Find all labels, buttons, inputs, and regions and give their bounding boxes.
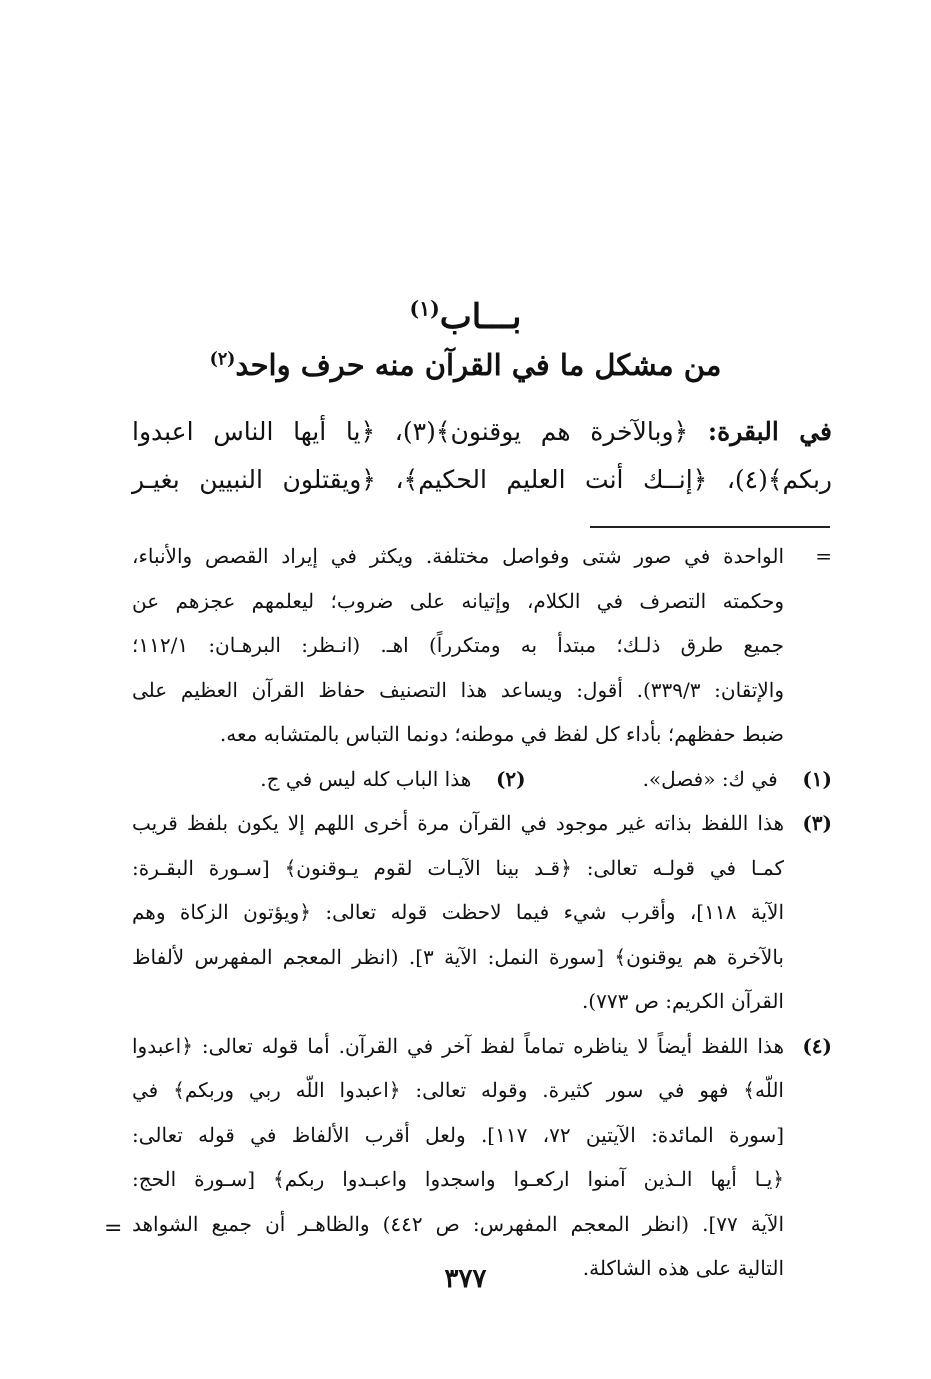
footnote-4 xyxy=(132,1024,832,1291)
footnote-continuation xyxy=(132,534,832,757)
footnote-line: ضبط حفظهم؛ بأداء كل لفظ في موطنه؛ دونما التباس بالمتشابه معه. xyxy=(219,722,784,746)
page-number: ٣٧٧ xyxy=(444,1264,487,1294)
footnote-line: الآية ١١٨]، وأقرب شيء فيما لاحظت قوله تعالى: ﴿ويؤتون الزكاة وهم xyxy=(132,900,784,924)
footnote-line: جميع طرق ذلـك؛ مبتدأ به ومتكرراً) اهـ. (انـظر: البرهـان: ١١٢/١؛ xyxy=(132,633,784,657)
chapter-footnote-ref: (١) xyxy=(409,296,440,321)
main-text-line: ربكم﴾(٤)، ﴿إنــك أنت العليم الحكيم﴾، ﴿ويقتلون النبيين بغيـر xyxy=(132,465,832,494)
footnote-line: =الواحدة في صور شتى وفواصل مختلفة. ويكثر في إيراد القصص والأنباء، xyxy=(132,534,832,579)
surah-lead: في البقرة: xyxy=(707,417,832,446)
main-text-line xyxy=(132,408,832,456)
footnotes xyxy=(132,534,832,1291)
footnote-4-marker: (٤) xyxy=(802,1033,832,1058)
chapter-title-text: من مشكل ما في القرآن منه حرف واحد xyxy=(235,348,722,382)
chapter-title xyxy=(0,340,931,390)
footnote-line: اللّه﴾ فهو في سور كثيرة. وقوله تعالى: ﴿اعبدوا اللّه ربي وربكم﴾ في xyxy=(132,1078,784,1102)
footnote-1: (١) في ك: «فصل». xyxy=(532,757,832,802)
footnote-line: [سورة المائدة: الآيتين ٧٢، ١١٧]. ولعل أقرب الألفاظ في قوله تعالى: xyxy=(132,1122,785,1147)
footnote-line: (٣)هذا اللفظ بذاته غير موجود في القرآن مرة أخرى اللهم إلا يكون بلفظ قريب xyxy=(132,801,832,846)
footnote-2-marker: (٢) xyxy=(495,766,526,791)
continuation-marker-end: = xyxy=(104,1216,123,1241)
chapter-title-footnote-ref: (٢) xyxy=(209,349,236,370)
main-line-1-rest: ﴿وبالآخرة هم يوقنون﴾(٣)، ﴿يا أيها الناس اعبدوا xyxy=(132,417,689,446)
footnote-line: والإتقان: ٣٣٩/٣). أقول: ويساعد هذا التصنيف حفاظ القرآن العظيم على xyxy=(132,677,784,702)
footnote-line: بالآخرة هم يوقنون﴾ [سورة النمل: الآية ٣]. (انظر المعجم المفهرس لألفاظ xyxy=(132,944,785,969)
footnote-1-marker: (١) xyxy=(802,766,832,791)
chapter-heading xyxy=(0,292,931,342)
footnote-line: القرآن الكريم: ص ٧٧٣). xyxy=(581,989,784,1013)
footnote-3 xyxy=(132,801,832,1024)
footnote-line: الآية ٧٧]. (انظر المعجم المفهرس: ص ٤٤٢) والظاهـر أن جميع الشواهد xyxy=(132,1211,785,1236)
footnote-2: (٢) هذا الباب كله ليس في ج. xyxy=(260,757,525,802)
continuation-marker: = xyxy=(815,544,832,568)
footnote-line: ﴿يـا أيها الـذين آمنوا اركعـوا واسجدوا واعبـدوا ربكم﴾ [سـورة الحج: xyxy=(132,1167,784,1191)
footnote-3-marker: (٣) xyxy=(802,811,832,835)
footnote-line: التالية على هذه الشاكلة. xyxy=(582,1256,784,1280)
footnote-line: كمـا في قولـه تعالى: ﴿قـد بينا الآيـات لقوم يـوقنون﴾ [سـورة البقـرة: xyxy=(132,855,785,880)
footnote-line: وحكمته التصرف في الكلام، وإتيانه على ضروب؛ ليعلمهم عجزهم عن xyxy=(132,588,784,613)
footnote-line: (٤)هذا اللفظ أيضاً لا يناظره تماماً لفظ آخر في القرآن. أما قوله تعالى: ﴿اعبدوا xyxy=(132,1024,832,1069)
main-text xyxy=(132,408,832,504)
chapter-word: بـــاب xyxy=(439,297,522,337)
footnotes-1-2 xyxy=(132,757,832,802)
footnote-separator xyxy=(590,526,830,528)
